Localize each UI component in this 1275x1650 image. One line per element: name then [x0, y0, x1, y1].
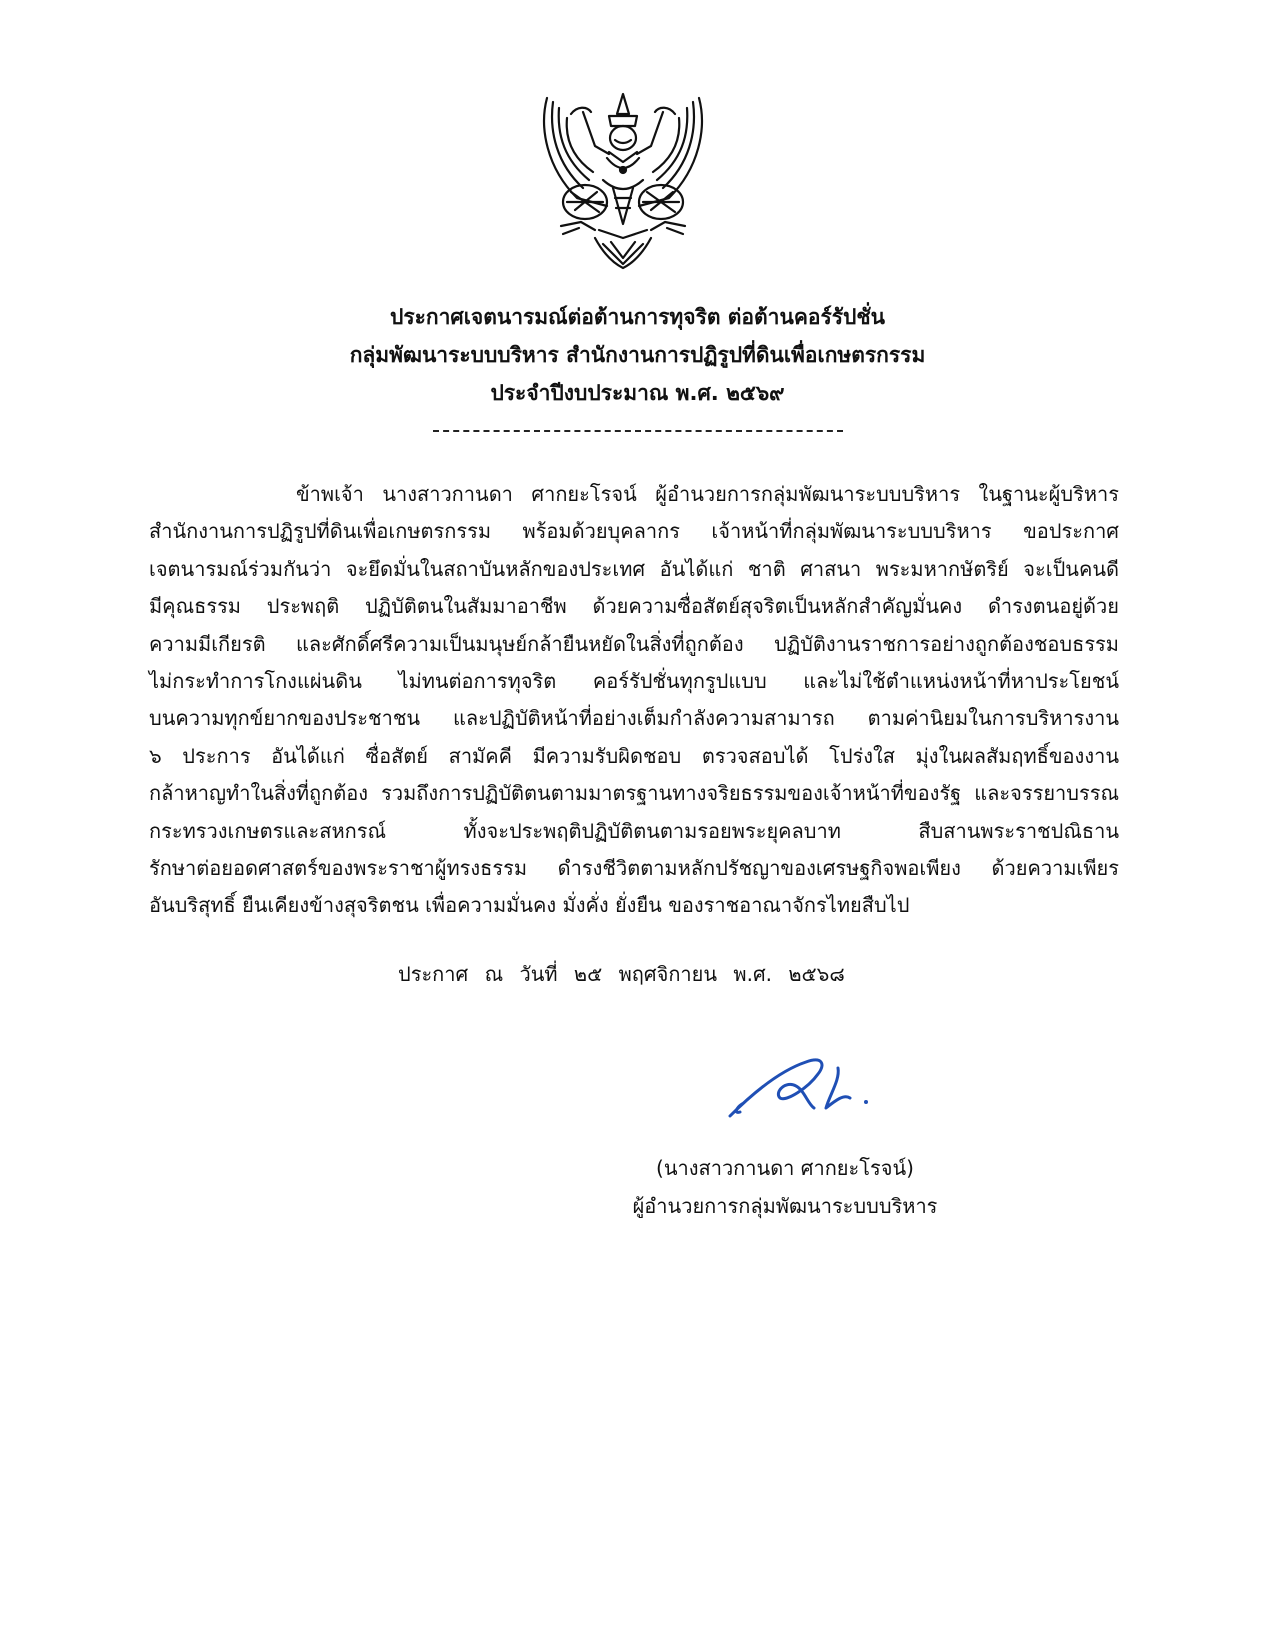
title-line-1: ประกาศเจตนารมณ์ต่อต้านการทุจริต ต่อต้านคอร์รัปชั่น	[390, 305, 885, 329]
body-line: ไม่กระทำการโกงแผ่นดิน ไม่ทนต่อการทุจริต คอร์รัปชั่นทุกรูปแบบ และไม่ใช้ตำแหน่งหน้าที่หาประโยชน์	[149, 669, 1119, 694]
body-line: เจตนารมณ์ร่วมกันว่า จะยึดมั่นในสถาบันหลักของประเทศ อันได้แก่ ชาติ ศาสนา พระมหากษัตริย์ จะเป็นคนดี	[149, 556, 1119, 581]
garuda-emblem-icon	[537, 88, 709, 274]
body-line: ความมีเกียรติ และศักดิ์ศรีความเป็นมนุษย์กล้ายืนหยัดในสิ่งที่ถูกต้อง ปฏิบัติงานราชการอย่างถูกต้องชอบธรรม	[149, 631, 1119, 656]
announcement-date: ประกาศ ณ วันที่ ๒๕ พฤศจิกายน พ.ศ. ๒๕๖๘	[398, 962, 845, 986]
body-line: กระทรวงเกษตรและสหกรณ์ ทั้งจะประพฤติปฏิบัติตนตามรอยพระยุคลบาท สืบสานพระราชปณิธาน	[149, 818, 1119, 843]
body-line: บนความทุกข์ยากของประชาชน และปฏิบัติหน้าที่อย่างเต็มกำลังความสามารถ ตามค่านิยมในการบริหารงาน	[149, 706, 1119, 731]
body-line: อันบริสุทธิ์ ยืนเคียงข้างสุจริตชน เพื่อความมั่นคง มั่งคั่ง ยั่งยืน ของราชอาณาจักรไทยสืบไป	[149, 893, 910, 918]
signature-icon	[726, 1050, 876, 1120]
title-line-2: กลุ่มพัฒนาระบบบริหาร สำนักงานการปฏิรูปที่ดินเพื่อเกษตรกรรม	[349, 343, 926, 367]
declaration-body	[149, 476, 1119, 925]
title-divider	[433, 430, 843, 432]
body-line: กล้าหาญทำในสิ่งที่ถูกต้อง รวมถึงการปฏิบัติตนตามมาตรฐานทางจริยธรรมของเจ้าหน้าที่ของรัฐ และจรรยาบรรณ	[149, 781, 1119, 806]
body-line: ๖ ประการ อันได้แก่ ซื่อสัตย์ สามัคคี มีความรับผิดชอบ ตรวจสอบได้ โปร่งใส มุ่งในผลสัมฤทธิ์ของงาน	[149, 743, 1119, 768]
title-line-3: ประจำปีงบประมาณ พ.ศ. ๒๕๖๙	[490, 381, 785, 405]
body-line: มีคุณธรรม ประพฤติ ปฏิบัติตนในสัมมาอาชีพ ด้วยความซื่อสัตย์สุจริตเป็นหลักสำคัญมั่นคง ดำรงตนอยู่ด้วย	[149, 594, 1119, 619]
body-line: สำนักงานการปฏิรูปที่ดินเพื่อเกษตรกรรม พร้อมด้วยบุคลากร เจ้าหน้าที่กลุ่มพัฒนาระบบบริหาร ขอประกาศ	[149, 519, 1119, 544]
body-line: ข้าพเจ้า นางสาวกานดา ศากยะโรจน์ ผู้อำนวยการกลุ่มพัฒนาระบบบริหาร ในฐานะผู้บริหาร	[296, 482, 1119, 506]
signatory-position: ผู้อำนวยการกลุ่มพัฒนาระบบบริหาร	[632, 1194, 938, 1218]
signatory-name: (นางสาวกานดา ศากยะโรจน์)	[656, 1156, 914, 1180]
body-line: รักษาต่อยอดศาสตร์ของพระราชาผู้ทรงธรรม ดำรงชีวิตตามหลักปรัชญาของเศรษฐกิจพอเพียง ด้วยความเพียร	[149, 856, 1119, 881]
